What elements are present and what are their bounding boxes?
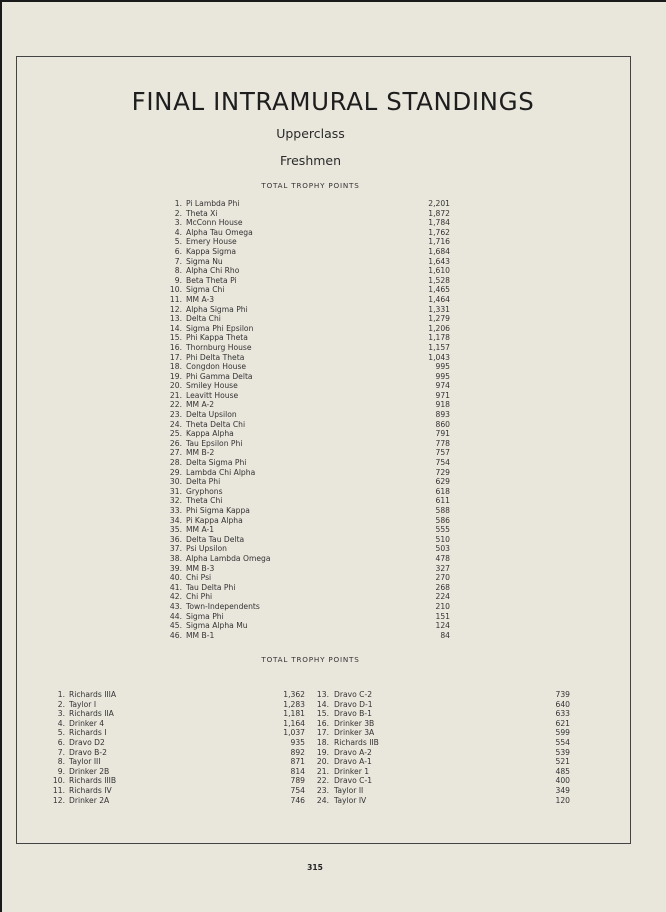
standing-name: Alpha Chi Rho (186, 266, 240, 276)
standing-row (150, 276, 450, 286)
standing-name: Beta Theta Pi (186, 275, 237, 285)
standing-points: 729 (435, 467, 450, 477)
standing-row (150, 468, 450, 478)
standing-row (150, 554, 450, 564)
standing-points: 400 (555, 776, 570, 786)
standing-rank: 6. (57, 737, 65, 747)
standing-name: MM B-3 (186, 563, 215, 573)
standing-name: Congdon House (186, 362, 247, 372)
freshmen-standings-right (305, 690, 570, 805)
standing-row (150, 266, 450, 276)
standing-row (305, 709, 570, 719)
standing-rank: 2. (57, 699, 65, 709)
standing-rank: 12. (52, 795, 65, 805)
standing-row (150, 506, 450, 516)
standing-points: 1,331 (428, 304, 450, 314)
standing-row (150, 218, 450, 228)
standing-points: 503 (435, 544, 450, 554)
standing-rank: 24. (169, 419, 182, 429)
standing-name: Dravo B-2 (69, 747, 107, 757)
standing-points: 611 (435, 496, 450, 506)
standing-points: 778 (435, 438, 450, 448)
standing-row (150, 257, 450, 267)
standing-name: Dravo C-1 (334, 776, 373, 786)
standing-name: Drinker 2B (69, 766, 110, 776)
standing-points: 1,610 (428, 266, 450, 276)
standing-name: Thornburg House (186, 342, 252, 352)
standing-name: Emery House (186, 237, 237, 247)
standing-points: 224 (435, 592, 450, 602)
standing-row (150, 592, 450, 602)
standing-rank: 14. (316, 699, 329, 709)
standing-row (150, 391, 450, 401)
standing-name: Chi Psi (186, 573, 212, 583)
upperclass-heading: Upperclass (276, 126, 345, 141)
standing-rank: 6. (174, 246, 182, 256)
page-number: 315 (307, 863, 323, 872)
standing-row (40, 796, 305, 806)
standing-name: Alpha Tau Omega (186, 227, 253, 237)
standing-rank: 37. (169, 544, 182, 554)
standing-points: 1,643 (428, 256, 450, 266)
standing-rank: 13. (316, 690, 329, 699)
standing-row (305, 767, 570, 777)
standing-name: Sigma Phi Epsilon (186, 323, 254, 333)
standing-rank: 18. (169, 362, 182, 372)
standing-name: Sigma Nu (186, 256, 223, 266)
standing-rank: 1. (174, 199, 182, 208)
standing-name: Phi Sigma Kappa (186, 506, 250, 515)
standing-name: Dravo D2 (69, 737, 105, 747)
standing-points: 754 (435, 458, 450, 468)
standing-row (150, 525, 450, 535)
standing-rank: 44. (169, 611, 182, 621)
standing-points: 640 (555, 699, 570, 709)
standing-points: 633 (555, 709, 570, 719)
standing-points: 621 (555, 718, 570, 728)
standing-rank: 4. (174, 227, 182, 237)
standing-row (150, 285, 450, 295)
standing-name: McConn House (186, 218, 243, 228)
standing-rank: 17. (316, 728, 329, 738)
standing-row (40, 690, 305, 700)
standing-row (40, 757, 305, 767)
standing-name: Sigma Chi (186, 285, 225, 295)
standing-name: Drinker 3B (334, 718, 375, 728)
standing-points: 84 (440, 630, 450, 640)
standing-rank: 15. (316, 709, 329, 719)
standing-name: Theta Xi (186, 208, 218, 218)
standing-rank: 10. (52, 776, 65, 786)
standing-name: Taylor II (334, 785, 364, 795)
standing-name: Sigma Phi (186, 611, 224, 621)
standing-name: MM A-1 (186, 525, 215, 535)
standing-name: Psi Upsilon (186, 544, 227, 554)
standing-points: 1,279 (428, 314, 450, 324)
standing-row (150, 612, 450, 622)
standing-name: Pi Lambda Phi (186, 199, 240, 208)
standing-name: Lambda Chi Alpha (186, 467, 256, 477)
standing-rank: 1. (57, 690, 65, 699)
standing-rank: 27. (169, 448, 182, 458)
standing-points: 1,465 (428, 285, 450, 295)
standing-name: Alpha Lambda Omega (186, 553, 271, 563)
standing-name: Richards IV (69, 785, 112, 795)
standing-name: MM B-1 (186, 630, 215, 640)
standing-points: 349 (555, 785, 570, 795)
standing-row (305, 796, 570, 806)
standing-rank: 12. (169, 304, 182, 314)
standing-name: Drinker 3A (334, 728, 375, 738)
standing-name: Phi Gamma Delta (186, 371, 253, 381)
standing-row (305, 748, 570, 758)
standing-rank: 7. (57, 747, 65, 757)
standing-rank: 21. (316, 766, 329, 776)
standing-name: Gryphons (186, 486, 223, 496)
standing-rank: 5. (57, 728, 65, 738)
standing-points: 151 (435, 611, 450, 621)
standing-rank: 17. (169, 352, 182, 362)
standing-name: Dravo A-2 (334, 747, 372, 757)
standing-rank: 31. (169, 486, 182, 496)
standing-points: 1,164 (283, 718, 305, 728)
standing-points: 1,362 (283, 690, 305, 699)
standing-row (150, 621, 450, 631)
standing-rank: 5. (174, 237, 182, 247)
standing-name: Taylor IV (334, 795, 367, 805)
standing-points: 974 (435, 381, 450, 391)
standing-name: Dravo A-1 (334, 757, 372, 767)
standing-row (150, 602, 450, 612)
standing-row (40, 786, 305, 796)
standing-rank: 40. (169, 573, 182, 583)
standing-row (305, 728, 570, 738)
standing-rank: 3. (57, 709, 65, 719)
standing-points: 618 (435, 486, 450, 496)
standing-row (150, 362, 450, 372)
standing-name: Leavitt House (186, 390, 239, 400)
standing-name: Dravo D-1 (334, 699, 373, 709)
standing-row (150, 209, 450, 219)
standing-points: 521 (555, 757, 570, 767)
standing-rank: 2. (174, 208, 182, 218)
standing-row (150, 343, 450, 353)
standing-rank: 38. (169, 553, 182, 563)
standing-points: 757 (435, 448, 450, 458)
upperclass-standings-list (150, 199, 450, 640)
standing-points: 1,684 (428, 246, 450, 256)
standing-name: Drinker 1 (334, 766, 370, 776)
standing-row (150, 372, 450, 382)
standing-points: 599 (555, 728, 570, 738)
standing-rank: 20. (169, 381, 182, 391)
standing-name: Delta Phi (186, 477, 221, 487)
standing-row (305, 776, 570, 786)
standing-rank: 24. (316, 795, 329, 805)
standing-name: MM A-2 (186, 400, 215, 410)
standing-name: Dravo C-2 (334, 690, 373, 699)
standing-rank: 15. (169, 333, 182, 343)
standing-points: 510 (435, 534, 450, 544)
standing-name: Town-Independents (186, 601, 260, 611)
standing-name: Pi Kappa Alpha (186, 515, 243, 525)
standing-points: 789 (290, 776, 305, 786)
standing-rank: 46. (169, 630, 182, 640)
standing-rank: 3. (174, 218, 182, 228)
standing-points: 268 (435, 582, 450, 592)
standing-row (305, 738, 570, 748)
standing-row (40, 709, 305, 719)
standing-row (150, 420, 450, 430)
standing-row (150, 410, 450, 420)
standing-rank: 34. (169, 515, 182, 525)
standing-row (305, 719, 570, 729)
standing-points: 485 (555, 766, 570, 776)
standing-points: 124 (435, 621, 450, 631)
standing-points: 588 (435, 506, 450, 515)
standing-points: 270 (435, 573, 450, 583)
standing-rank: 11. (52, 785, 65, 795)
standing-points: 860 (435, 419, 450, 429)
standing-name: Tau Epsilon Phi (186, 438, 243, 448)
standing-name: Kappa Sigma (186, 246, 237, 256)
standing-name: Delta Sigma Phi (186, 458, 247, 468)
standing-points: 754 (290, 785, 305, 795)
standing-points: 478 (435, 553, 450, 563)
standing-points: 918 (435, 400, 450, 410)
standing-rank: 20. (316, 757, 329, 767)
standing-points: 935 (290, 737, 305, 747)
standing-row (150, 247, 450, 257)
standing-rank: 32. (169, 496, 182, 506)
standing-row (150, 324, 450, 334)
standing-row (305, 786, 570, 796)
standing-row (150, 429, 450, 439)
standing-points: 586 (435, 515, 450, 525)
standing-name: Drinker 2A (69, 795, 110, 805)
standing-row (305, 700, 570, 710)
standing-name: Richards IIB (334, 737, 379, 747)
standing-rank: 23. (169, 410, 182, 420)
standing-rank: 22. (316, 776, 329, 786)
standing-points: 814 (290, 766, 305, 776)
standing-name: Theta Delta Chi (186, 419, 246, 429)
standing-name: Richards I (69, 728, 107, 738)
standing-points: 555 (435, 525, 450, 535)
standing-points: 892 (290, 747, 305, 757)
standing-row (150, 333, 450, 343)
standing-row (150, 458, 450, 468)
standing-name: Richards IIIA (69, 690, 117, 699)
standing-row (150, 353, 450, 363)
standing-row (150, 400, 450, 410)
standing-rank: 10. (169, 285, 182, 295)
standing-row (150, 237, 450, 247)
standing-rank: 42. (169, 592, 182, 602)
standing-row (150, 573, 450, 583)
standing-name: Smiley House (186, 381, 238, 391)
standing-rank: 26. (169, 438, 182, 448)
standing-row (150, 535, 450, 545)
standing-name: Delta Chi (186, 314, 221, 324)
standing-row (150, 516, 450, 526)
standing-rank: 8. (174, 266, 182, 276)
standing-points: 1,464 (428, 294, 450, 304)
standing-rank: 25. (169, 429, 182, 439)
standing-points: 1,762 (428, 227, 450, 237)
standing-points: 1,206 (428, 323, 450, 333)
standing-points: 871 (290, 757, 305, 767)
standing-name: Alpha Sigma Phi (186, 304, 248, 314)
standing-points: 539 (555, 747, 570, 757)
standing-points: 1,037 (283, 728, 305, 738)
standing-points: 893 (435, 410, 450, 420)
standing-rank: 16. (169, 342, 182, 352)
standing-name: Dravo B-1 (334, 709, 372, 719)
standing-name: Tau Delta Phi (186, 582, 236, 592)
standing-rank: 43. (169, 601, 182, 611)
standing-row (40, 700, 305, 710)
standing-points: 1,872 (428, 208, 450, 218)
standing-rank: 11. (169, 294, 182, 304)
standing-rank: 9. (174, 275, 182, 285)
standing-rank: 36. (169, 534, 182, 544)
standing-rank: 9. (57, 766, 65, 776)
standing-rank: 16. (316, 718, 329, 728)
standing-points: 2,201 (428, 199, 450, 208)
standing-name: Chi Phi (186, 592, 213, 602)
standing-rank: 8. (57, 757, 65, 767)
page-title: FINAL INTRAMURAL STANDINGS (131, 87, 535, 116)
standing-row (150, 439, 450, 449)
standing-row (150, 564, 450, 574)
standing-name: Kappa Alpha (186, 429, 234, 439)
standing-name: Taylor I (69, 699, 97, 709)
standing-points: 120 (555, 795, 570, 805)
standing-name: Taylor III (69, 757, 101, 767)
standing-row (150, 305, 450, 315)
standing-row (40, 719, 305, 729)
scan-edge-top (0, 0, 666, 2)
standing-points: 327 (435, 563, 450, 573)
standing-points: 995 (435, 362, 450, 372)
standing-points: 746 (290, 795, 305, 805)
freshmen-standings-left (40, 690, 305, 805)
standing-row (40, 776, 305, 786)
standing-row (150, 477, 450, 487)
standing-rank: 19. (316, 747, 329, 757)
standing-name: Richards IIIB (69, 776, 117, 786)
standing-points: 210 (435, 601, 450, 611)
standing-row (150, 496, 450, 506)
standing-name: Delta Tau Delta (186, 534, 245, 544)
standing-row (150, 295, 450, 305)
standing-name: Phi Delta Theta (186, 352, 245, 362)
standing-row (40, 728, 305, 738)
standing-name: Delta Upsilon (186, 410, 237, 420)
standing-name: Drinker 4 (69, 718, 105, 728)
standing-rank: 29. (169, 467, 182, 477)
standing-rank: 23. (316, 785, 329, 795)
standing-row (305, 757, 570, 767)
standing-row (150, 314, 450, 324)
standing-rank: 13. (169, 314, 182, 324)
standing-name: Theta Chi (186, 496, 223, 506)
standing-row (40, 767, 305, 777)
upperclass-points-heading: TOTAL TROPHY POINTS (261, 181, 360, 190)
standing-rank: 28. (169, 458, 182, 468)
freshmen-heading: Freshmen (279, 153, 342, 168)
standing-points: 1,157 (428, 342, 450, 352)
standing-row (40, 738, 305, 748)
standing-rank: 39. (169, 563, 182, 573)
standing-rank: 22. (169, 400, 182, 410)
standing-name: MM B-2 (186, 448, 215, 458)
standing-row (305, 690, 570, 700)
standing-row (150, 487, 450, 497)
standing-rank: 33. (169, 506, 182, 515)
standing-row (40, 748, 305, 758)
standing-rank: 41. (169, 582, 182, 592)
standing-points: 554 (555, 737, 570, 747)
standing-points: 791 (435, 429, 450, 439)
standing-rank: 30. (169, 477, 182, 487)
standing-points: 971 (435, 390, 450, 400)
standing-points: 739 (555, 690, 570, 699)
standing-rank: 14. (169, 323, 182, 333)
standing-points: 1,716 (428, 237, 450, 247)
standing-points: 1,784 (428, 218, 450, 228)
standing-rank: 35. (169, 525, 182, 535)
standing-points: 995 (435, 371, 450, 381)
standing-name: Phi Kappa Theta (186, 333, 248, 343)
standing-name: MM A-3 (186, 294, 215, 304)
standing-row (150, 631, 450, 641)
standing-row (150, 448, 450, 458)
standing-row (150, 381, 450, 391)
standing-points: 629 (435, 477, 450, 487)
standing-rank: 21. (169, 390, 182, 400)
standing-points: 1,178 (428, 333, 450, 343)
standing-rank: 18. (316, 737, 329, 747)
standing-rank: 45. (169, 621, 182, 631)
standing-rank: 7. (174, 256, 182, 266)
standing-rank: 19. (169, 371, 182, 381)
standing-points: 1,283 (283, 699, 305, 709)
standing-points: 1,181 (283, 709, 305, 719)
standing-points: 1,528 (428, 275, 450, 285)
standing-row (150, 228, 450, 238)
standing-name: Sigma Alpha Mu (186, 621, 248, 631)
standing-row (150, 583, 450, 593)
standing-row (150, 199, 450, 209)
standing-rank: 4. (57, 718, 65, 728)
standing-name: Richards IIA (69, 709, 114, 719)
standing-points: 1,043 (428, 352, 450, 362)
standing-row (150, 544, 450, 554)
freshmen-points-heading: TOTAL TROPHY POINTS (261, 655, 360, 664)
